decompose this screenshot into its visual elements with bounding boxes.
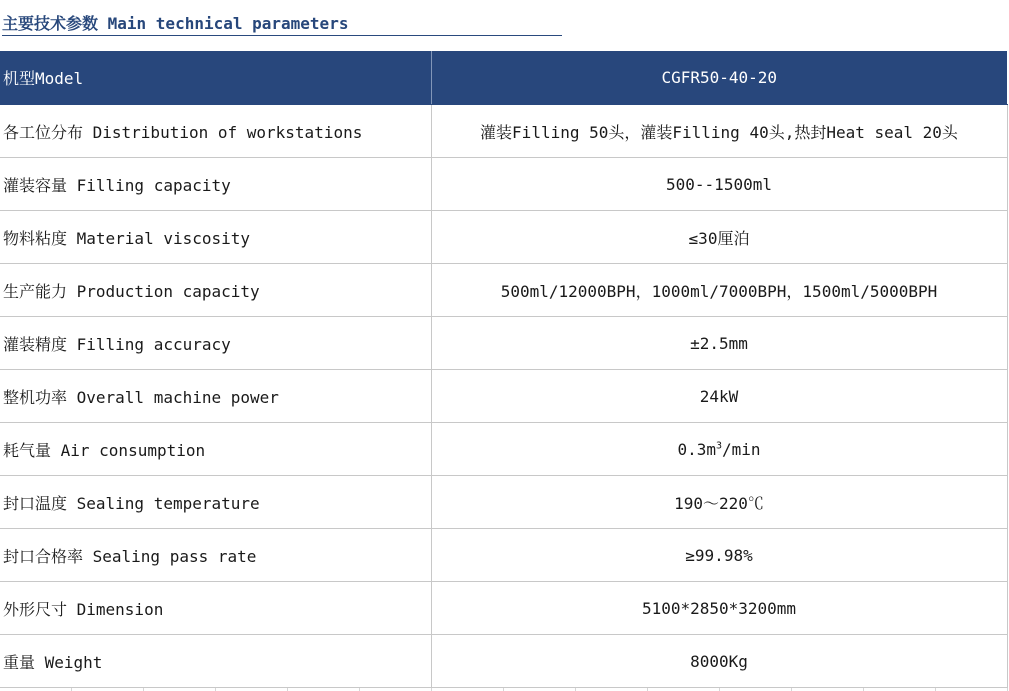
row-label-filling-accuracy: 灌装精度 Filling accuracy [0, 317, 431, 370]
row-value-air-consumption [431, 423, 1007, 476]
table-row [0, 370, 1007, 423]
row-label-production-capacity: 生产能力 Production capacity [0, 264, 431, 317]
table-row [0, 211, 1007, 264]
row-value-dimension: 5100*2850*3200mm [431, 582, 1007, 635]
table-row [0, 105, 1007, 158]
row-label-filling-capacity: 灌装容量 Filling capacity [0, 158, 431, 211]
table-row [0, 635, 1007, 688]
row-label-workstations: 各工位分布 Distribution of workstations [0, 105, 431, 158]
row-label-sealing-temperature: 封口温度 Sealing temperature [0, 476, 431, 529]
row-value-machine-power: 24kW [431, 370, 1007, 423]
row-value-sealing-pass-rate: ≥99.98% [431, 529, 1007, 582]
table-row [0, 529, 1007, 582]
table-row [0, 582, 1007, 635]
row-label-dimension: 外形尺寸 Dimension [0, 582, 431, 635]
air-consumption-unit: /min [722, 439, 761, 459]
table-row [0, 317, 1007, 370]
row-value-sealing-temperature: 190～220℃ [431, 476, 1007, 529]
row-value-viscosity: ≤30厘泊 [431, 211, 1007, 264]
parameters-table [0, 51, 1008, 688]
table-row [0, 423, 1007, 476]
row-value-filling-capacity: 500--1500ml [431, 158, 1007, 211]
row-label-viscosity: 物料粘度 Material viscosity [0, 211, 431, 264]
row-value-production-capacity: 500ml/12000BPH，1000ml/7000BPH，1500ml/5000BPH [431, 264, 1007, 317]
row-value-filling-accuracy: ±2.5mm [431, 317, 1007, 370]
table-row [0, 264, 1007, 317]
row-value-workstations: 灌装Filling 50头，灌装Filling 40头,热封Heat seal 20头 [431, 105, 1007, 158]
model-header-value: CGFR50-40-20 [431, 51, 1007, 105]
row-value-weight: 8000Kg [431, 635, 1007, 688]
table-row [0, 158, 1007, 211]
air-consumption-number: 0.3m [677, 439, 716, 459]
row-label-air-consumption: 耗气量 Air consumption [0, 423, 431, 476]
table-row [0, 476, 1007, 529]
cubic-superscript: 3 [715, 440, 723, 452]
row-label-weight: 重量 Weight [0, 635, 431, 688]
model-header-label: 机型Model [0, 51, 431, 105]
row-label-sealing-pass-rate: 封口合格率 Sealing pass rate [0, 529, 431, 582]
page-title: 主要技术参数 Main technical parameters [2, 13, 562, 36]
table-header-row [0, 51, 1007, 105]
row-label-machine-power: 整机功率 Overall machine power [0, 370, 431, 423]
